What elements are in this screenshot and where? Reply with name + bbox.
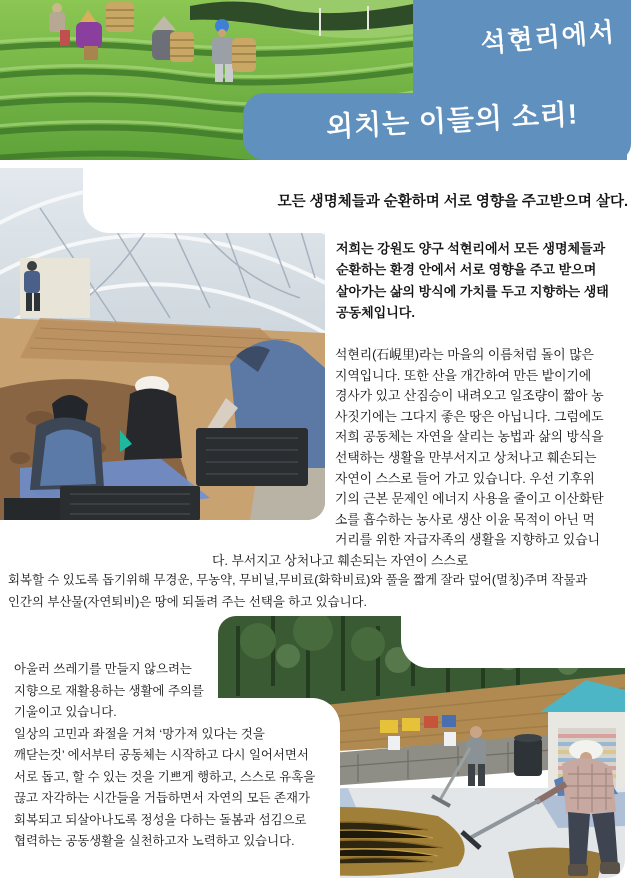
text-line: 살아가는 삶의 방식에 가치를 두고 지향하는 생태 xyxy=(336,283,609,299)
hay-pile-small xyxy=(508,847,604,878)
text-line: 저희는 강원도 양구 석현리에서 모든 생명체들과 xyxy=(336,241,606,256)
banner-title-line1: 석현리에서 xyxy=(479,16,618,59)
text-line: 지향으로 재활용하는 생활에 주의를 xyxy=(14,683,204,698)
text-line: 거리를 위한 자급자족의 생활을 지향하고 있습니 xyxy=(335,532,601,548)
basket-1 xyxy=(106,2,134,32)
text-line: 서로 돕고, 할 수 있는 것을 기쁘게 행하고, 스스로 유혹을 xyxy=(14,769,316,784)
text-line: 자연이 스스로 들어 가고 있습니다. 우선 기후위 xyxy=(335,470,595,486)
text-line: 선택하는 생활을 만부서지고 상처나고 훼손되는 xyxy=(335,449,597,465)
text-line: 아울러 쓰레기를 만들지 않으려는 xyxy=(14,662,192,676)
text-line: 공동체입니다. xyxy=(336,305,415,321)
text-line: 사짓기에는 그다지 좋은 땅은 아닙니다. 그럼에도 xyxy=(335,408,604,424)
text-line: 깨닫는것’ 에서부터 공동체는 시작하고 다시 일어서면서 xyxy=(14,748,309,762)
text-line: 끊고 자각하는 시간들을 거듭하면서 자연의 모든 존재가 xyxy=(14,791,310,805)
text-line: 인간의 부산물(자연퇴비)은 땅에 되돌려 주는 선택을 하고 있습니다. xyxy=(8,595,367,610)
text-line: 회복할 수 있도록 돕기위해 무경운, 무농약, 무비닐,무비료(화학비료)와 풀을 짧게 잘라 덮어(멀칭)주며 작물과 xyxy=(8,573,588,587)
text-line: 저희 공동체는 자연을 살리는 농법과 삶의 방식을 xyxy=(335,429,604,445)
body-paragraph-1 xyxy=(335,345,631,551)
body-paragraph-1-fullwidth xyxy=(8,569,628,614)
text-line: 지역입니다. 또한 산을 개간하여 만든 밭이기에 xyxy=(335,367,592,383)
text-line: 기의 근본 문제인 에너지 사용을 줄이고 이산화탄 xyxy=(335,491,604,507)
page-headline: 모든 생명체들과 순환하며 서로 영향을 주고받으며 살다. xyxy=(277,194,628,210)
text-line: 경사가 있고 산짐승이 내려오고 일조량이 짧아 농 xyxy=(335,388,604,404)
trash-bin xyxy=(514,734,542,776)
banner-title-line2: 외치는 이들의 소리! xyxy=(325,98,579,143)
text-line: 석현리(石峴里)라는 마을의 이름처럼 돌이 많은 xyxy=(335,347,594,362)
text-line: 순환하는 환경 안에서 서로 영향을 주고 받으며 xyxy=(336,262,597,278)
text-line: 협력하는 공동생활을 실천하고자 노력하고 있습니다. xyxy=(14,834,295,848)
text-line: 일상의 고민과 좌절을 거쳐 ‘망가져 있다는 것을 xyxy=(14,726,265,741)
text-line: 소를 흡수하는 농사로 생산 이윤 목적이 아닌 먹 xyxy=(335,511,595,527)
body-paragraph-1-bridge-line: 다. 부서지고 상처나고 훼손되는 자연이 스스로 xyxy=(212,553,469,568)
intro-paragraph xyxy=(336,238,631,324)
text-line: 회복되고 되살아나도록 정성을 다하는 돌봄과 섬김으로 xyxy=(14,812,307,827)
body-paragraph-2 xyxy=(14,659,359,853)
text-line: 기울이고 있습니다. xyxy=(14,705,117,719)
